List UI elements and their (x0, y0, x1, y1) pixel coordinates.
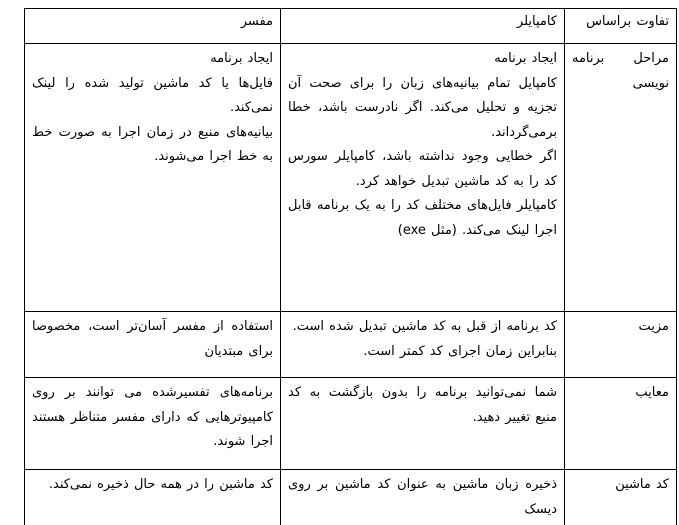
compiler-cell (281, 44, 565, 312)
cell-line: کامپایلر فایل‌های مختلف کد را به یک برنامه قابل اجرا لینک می‌کند. (مثل exe) (288, 198, 557, 238)
interpreter-cell (25, 378, 281, 470)
cell-line: اگر خطایی وجود نداشته باشد، کامپایلر سورس کد را به کد ماشین تبدیل خواهد کرد. (288, 149, 557, 189)
table-row-advantage (25, 312, 677, 378)
compiler-cell (281, 378, 565, 470)
cell-line: ایجاد برنامه (210, 51, 273, 66)
cell-line: کد برنامه از قبل به کد ماشین تبدیل شده است. (292, 319, 557, 334)
cell-line: بیانیه‌های منبع در زمان اجرا به صورت خط به خط اجرا می‌شوند. (32, 124, 273, 164)
cell-line: برنامه‌های تفسیرشده می توانند بر روی کامپیوترهایی که دارای مفسر متناظر هستند اجرا شوند. (32, 385, 273, 449)
basis-cell: کد ماشین (565, 470, 677, 525)
basis-cell: مزیت (565, 312, 677, 378)
cell-line: کد ماشین را در همه حال ذخیره نمی‌کند. (48, 477, 273, 492)
interpreter-cell (25, 312, 281, 378)
cell-line: کامپایل تمام بیانیه‌های زبان را برای صحت آن تجزیه و تحلیل می‌کند. اگر نادرست باشد، خطا برمی‌گرداند. (288, 75, 557, 140)
table-row-disadvantages (25, 378, 677, 470)
basis-cell: مراحل برنامه نویسی (565, 44, 677, 312)
interpreter-cell (25, 44, 281, 312)
cell-line: ذخیره زبان ماشین به عنوان کد ماشین بر روی دیسک (288, 477, 557, 517)
cell-line: شما نمی‌توانید برنامه را بدون بازگشت به کد منبع تغییر دهید. (288, 385, 557, 425)
table-row-machine-code (25, 470, 677, 525)
basis-cell: معایب (565, 378, 677, 470)
cell-line: بنابراین زمان اجرای کد کمتر است. (363, 343, 557, 359)
compiler-cell (281, 312, 565, 378)
cell-line: استفاده از مفسر آسان‌تر است، مخصوصا برای مبتدیان (32, 319, 273, 359)
compiler-cell (281, 470, 565, 525)
table-row-programming-steps (25, 44, 677, 312)
interpreter-cell (25, 470, 281, 525)
header-basis-cell: تفاوت براساس (565, 9, 677, 44)
table-header-row (25, 9, 677, 44)
cell-line: ایجاد برنامه (494, 51, 557, 66)
header-interpreter-cell: مفسر (25, 9, 281, 44)
comparison-table (24, 8, 677, 525)
cell-line: فایل‌ها یا کد ماشین تولید شده را لینک نمی‌کند. (32, 75, 273, 115)
header-compiler-cell: کامپایلر (281, 9, 565, 44)
